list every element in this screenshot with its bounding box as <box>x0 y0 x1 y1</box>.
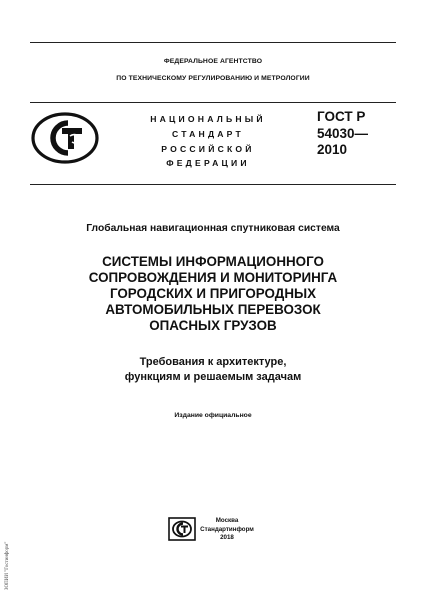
document-title-line: ГОРОДСКИХ И ПРИГОРОДНЫХ <box>109 286 317 301</box>
top-rule <box>30 42 396 43</box>
requirements-line: Требования к архитектуре, <box>139 356 287 368</box>
gost-number-line: 54030— <box>317 125 369 141</box>
national-standard-line: РОССИЙСКОЙ <box>161 143 255 154</box>
standartinform-logo-icon <box>168 517 196 541</box>
publisher-year: 2018 <box>220 534 234 542</box>
publisher-city: Москва <box>215 517 239 524</box>
bottom-rule <box>30 184 396 185</box>
middle-rule <box>30 102 396 103</box>
national-standard-label <box>138 112 278 171</box>
document-subtitle: Глобальная навигационная спутниковая система <box>86 223 340 234</box>
document-title <box>20 254 406 334</box>
publisher-name: Стандартинформ <box>200 525 254 533</box>
gost-number-line: ГОСТ Р <box>317 109 366 124</box>
national-standard-line: НАЦИОНАЛЬНЫЙ <box>150 114 266 124</box>
agency-name-line1: ФЕДЕРАЛЬНОЕ АГЕНТСТВО <box>163 58 263 65</box>
gost-r-certification-logo-icon <box>30 111 100 165</box>
gost-number <box>317 109 368 159</box>
document-title-line: СИСТЕМЫ ИНФОРМАЦИОННОГО <box>102 254 324 269</box>
national-standard-line: СТАНДАРТ <box>172 128 244 139</box>
document-title-line: СОПРОВОЖДЕНИЯ И МОНИТОРИНГА <box>88 270 338 285</box>
document-title-line: АВТОМОБИЛЬНЫХ ПЕРЕВОЗОК <box>105 302 321 317</box>
national-standard-line: ФЕДЕРАЦИИ <box>166 158 250 169</box>
gost-number-line: 2010 <box>317 142 348 157</box>
side-watermark-text: ЗОПИИ "Гостинформ" <box>5 541 10 590</box>
edition-label: Издание официальное <box>174 412 252 419</box>
document-title-line: ОПАСНЫХ ГРУЗОВ <box>149 318 277 333</box>
side-watermark <box>2 522 10 592</box>
requirements-heading <box>20 355 406 384</box>
publisher-info <box>200 517 254 543</box>
agency-name-line2: ПО ТЕХНИЧЕСКОМУ РЕГУЛИРОВАНИЮ И МЕТРОЛОГИИ <box>116 75 310 82</box>
requirements-line: функциям и решаемым задачам <box>124 370 302 383</box>
